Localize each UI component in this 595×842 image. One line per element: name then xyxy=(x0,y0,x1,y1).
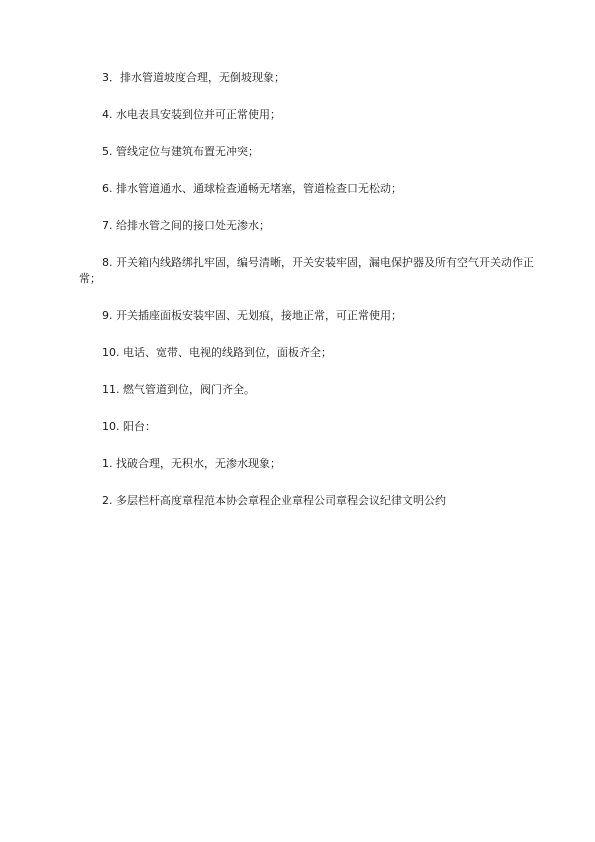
paragraph-4-meters: 4. 水电表具安装到位并可正常使用； xyxy=(102,108,281,121)
paragraph-10-telecom-lines: 10. 电话、宽带、电视的线路到位，面板齐全； xyxy=(102,346,332,359)
paragraph-5-pipeline-position: 5. 管线定位与建筑布置无冲突； xyxy=(102,145,259,158)
paragraph-balcony-1-slope: 1. 找破合理，无积水，无渗水现象； xyxy=(102,457,281,470)
section-heading-balcony: 10. 阳台： xyxy=(102,420,156,433)
paragraph-11-gas-pipe: 11. 燃气管道到位，阀门齐全。 xyxy=(102,383,255,396)
paragraph-8-switch-box: 8. 开关箱内线路绑扎牢固，编号清晰，开关安装牢固，漏电保护器及所有空气开关动作正常； xyxy=(79,256,534,285)
document-body xyxy=(0,70,595,530)
paragraph-3-drainage-slope: 3．排水管道坡度合理，无倒坡现象； xyxy=(102,71,285,84)
paragraph-7-pipe-joints: 7. 给排水管之间的接口处无渗水； xyxy=(102,219,270,232)
paragraph-6-drainage-test: 6. 排水管道通水、通球检查通畅无堵塞，管道检查口无松动； xyxy=(102,182,402,195)
paragraph-balcony-2-railing: 2. 多层栏杆高度章程范本协会章程企业章程公司章程会议纪律文明公约 xyxy=(102,494,446,507)
paragraph-9-socket-panels: 9. 开关插座面板安装牢固、无划痕，接地正常，可正常使用； xyxy=(102,309,402,322)
